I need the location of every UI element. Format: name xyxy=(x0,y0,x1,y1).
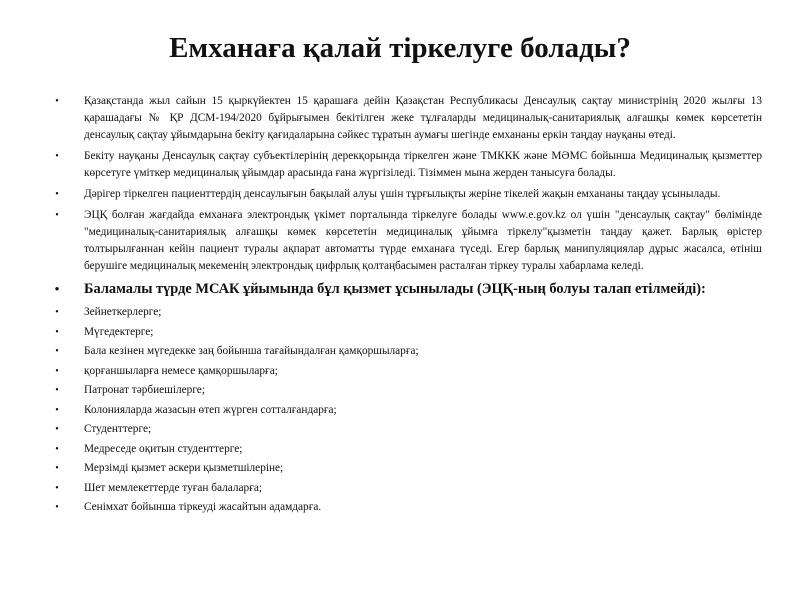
bullet-icon: • xyxy=(55,385,59,396)
bullet-icon: • xyxy=(55,189,59,200)
bullet-icon: • xyxy=(55,443,59,455)
bullet-icon: • xyxy=(55,502,59,513)
bullet-icon: • xyxy=(55,96,59,107)
bullet-icon: • xyxy=(55,210,59,221)
list-item-text: Баламалы түрде МСАК ұйымында бұл қызмет ұсынылады (ЭЦҚ-ның болуы талап етілмейді): xyxy=(84,281,706,297)
bullet-icon: • xyxy=(55,404,59,416)
bullet-list xyxy=(50,93,762,519)
bullet-icon: • xyxy=(55,326,59,338)
bullet-icon: • xyxy=(55,151,59,162)
list-item-text: ЭЦҚ болған жағдайда емханаға электрондық үкімет порталында тіркелуге болады www.e.gov.kz ол үшін "денсаулық сақтау" бөлімінде "медициналық-санитариялық алғашқы көмек көрсететін медициналық ұйымға тіркелу"қызметін таңдау қажет. Барлық өрістер толтырылғаннан кейін пациент туралы ақпарат автоматты түрде емханаға түседі. Егер барлық манипуляциялар дұрыс жасалса, өтініш берушіге медициналық мекеменің электрондық цифрлық қолтаңбасымен расталған тіркеу туралы хабарлама келеді. xyxy=(84,209,762,272)
list-item-text: Дәрігер тіркелген пациенттердің денсаулығын бақылай алуы үшін тұрғылықты жеріне тікелей жақын емхананы таңдау ұсынылады. xyxy=(84,188,721,200)
list-item xyxy=(50,324,762,341)
list-item xyxy=(50,441,762,458)
list-item xyxy=(50,460,762,477)
list-item-heading xyxy=(50,279,762,299)
bullet-icon: • xyxy=(55,346,59,357)
list-item xyxy=(50,421,762,438)
bullet-icon: • xyxy=(55,482,59,494)
list-item xyxy=(50,363,762,380)
bullet-icon: • xyxy=(54,281,60,296)
list-item xyxy=(50,186,762,203)
list-item-text: Мүгедектерге; xyxy=(84,325,154,338)
list-item-text: Бекіту науқаны Денсаулық сақтау субъектілерінің дерекқорында тіркелген және ТМККК және МӘМС бойынша Медициналық қызметтер көрсетуге үміткер медициналық ұйымдар арасында ғана жүргізіледі. Тізіммен мына жерден танысуға болады. xyxy=(84,150,762,179)
list-item-text: қорғаншыларға немесе қамқоршыларға; xyxy=(84,364,278,377)
bullet-icon: • xyxy=(55,307,59,318)
list-item-text: Студенттерге; xyxy=(84,423,152,435)
list-item-text: Медреседе оқитын студенттерге; xyxy=(84,442,243,455)
list-item-text: Бала кезінен мүгедекке заң бойынша тағайындалған қамқоршыларға; xyxy=(84,345,419,357)
bullet-icon: • xyxy=(55,463,59,474)
list-item xyxy=(50,480,762,497)
bullet-icon: • xyxy=(55,424,59,435)
list-item-text: Сенімхат бойынша тіркеуді жасайтын адамдарға. xyxy=(84,501,322,513)
list-item xyxy=(50,499,762,516)
list-item-text: Патронат тәрбиешілерге; xyxy=(84,384,205,396)
list-item xyxy=(50,207,762,275)
list-item-text: Зейнеткерлерге; xyxy=(84,306,162,318)
list-item-text: Колонияларда жазасын өтеп жүрген сотталғандарға; xyxy=(84,403,337,416)
list-item xyxy=(50,93,762,144)
page-title: Емханаға қалай тіркелуге болады? xyxy=(169,32,631,64)
list-item xyxy=(50,402,762,419)
list-item xyxy=(50,148,762,182)
list-item-text: Мерзімді қызмет әскери қызметшілеріне; xyxy=(84,462,284,474)
bullet-icon: • xyxy=(55,365,59,377)
list-item xyxy=(50,343,762,360)
list-item xyxy=(50,304,762,321)
list-item-text: Шет мемлекеттерде туған балаларға; xyxy=(84,481,262,494)
list-item-text: Қазақстанда жыл сайын 15 қыркүйектен 15 қарашаға дейін Қазақстан Республикасы Денсаулық сақтау министрінің 2020 жылғы 13 қарашадағы № ҚР ДСМ-194/2020 бұйрығымен бекітілген жеке тұлғаларды медициналық-санитариялық алғашқы көмек көрсететін денсаулық сақтау ұйымдарына бекіту қағидаларына сәйкес тұратын аумағы шегінде емхананы еркін таңдау науқаны өтеді. xyxy=(84,95,762,141)
list-item xyxy=(50,382,762,399)
